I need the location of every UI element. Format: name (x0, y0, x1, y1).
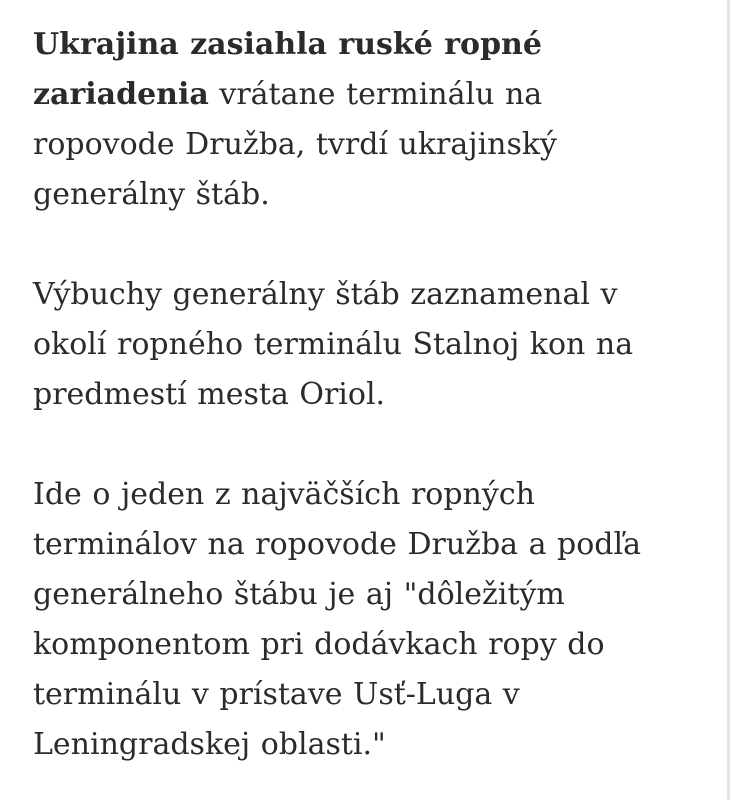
paragraph-bold-lead: Ukrajina zasiahla ruské ropné zariadenia (33, 27, 542, 112)
article-paragraph-lead (33, 20, 693, 220)
paragraph-lead-rest: vrátane terminálu na ropovode Družba, tvrdí ukrajinský generálny štáb. (33, 77, 558, 212)
article-body (33, 20, 693, 770)
article-paragraph: Výbuchy generálny štáb zaznamenal v okolí ropného terminálu Stalnoj kon na predmestí mesta Oriol. (33, 277, 634, 412)
article-paragraph: Ide o jeden z najväčších ropných terminálov na ropovode Družba a podľa generálneho štábu je aj "dôležitým komponentom pri dodávkach ropy do terminálu v prístave Usť-Luga v Leningradskej oblasti." (33, 477, 641, 762)
